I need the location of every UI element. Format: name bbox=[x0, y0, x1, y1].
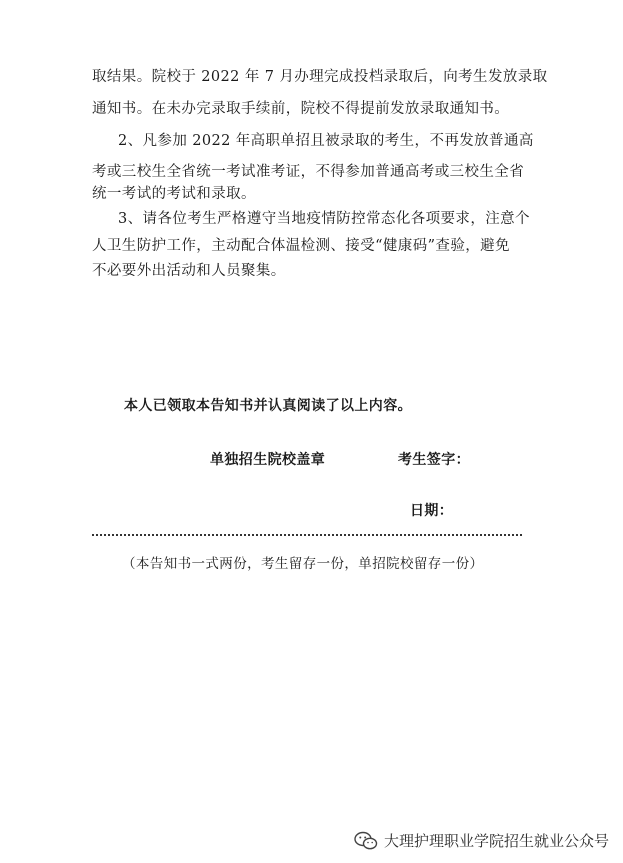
body-line-8: 不必要外出活动和人员聚集。 bbox=[92, 263, 286, 279]
school-seal-label: 单独招生院校盖章 bbox=[210, 452, 326, 468]
body-line-4: 考或三校生全省统一考试准考证，不得参加普通高考或三校生全省 bbox=[92, 164, 525, 180]
wechat-icon bbox=[354, 831, 378, 851]
footnote: （本告知书一式两份，考生留存一份，单招院校留存一份） bbox=[122, 556, 484, 572]
acknowledgement-statement: 本人已领取本告知书并认真阅读了以上内容。 bbox=[124, 398, 412, 414]
body-line-1: 取结果。院校于 2022 年 7 月办理完成投档录取后，向考生发放录取 bbox=[92, 69, 548, 85]
body-line-3: 2、凡参加 2022 年高职单招且被录取的考生，不再发放普通高 bbox=[118, 133, 534, 149]
watermark-text: 大理护理职业学院招生就业公众号 bbox=[383, 832, 609, 850]
student-signature-label: 考生签字： bbox=[398, 452, 470, 468]
date-label: 日期： bbox=[410, 503, 454, 519]
body-line-5: 统一考试的考试和录取。 bbox=[92, 186, 256, 202]
body-line-7: 人卫生防护工作，主动配合体温检测、接受“健康码”查验，避免 bbox=[92, 238, 510, 254]
body-line-2: 通知书。在未办完录取手续前，院校不得提前发放录取通知书。 bbox=[92, 101, 510, 117]
watermark bbox=[354, 830, 609, 851]
tear-line bbox=[92, 534, 522, 536]
body-line-6: 3、请各位考生严格遵守当地疫情防控常态化各项要求，注意个 bbox=[118, 211, 530, 227]
